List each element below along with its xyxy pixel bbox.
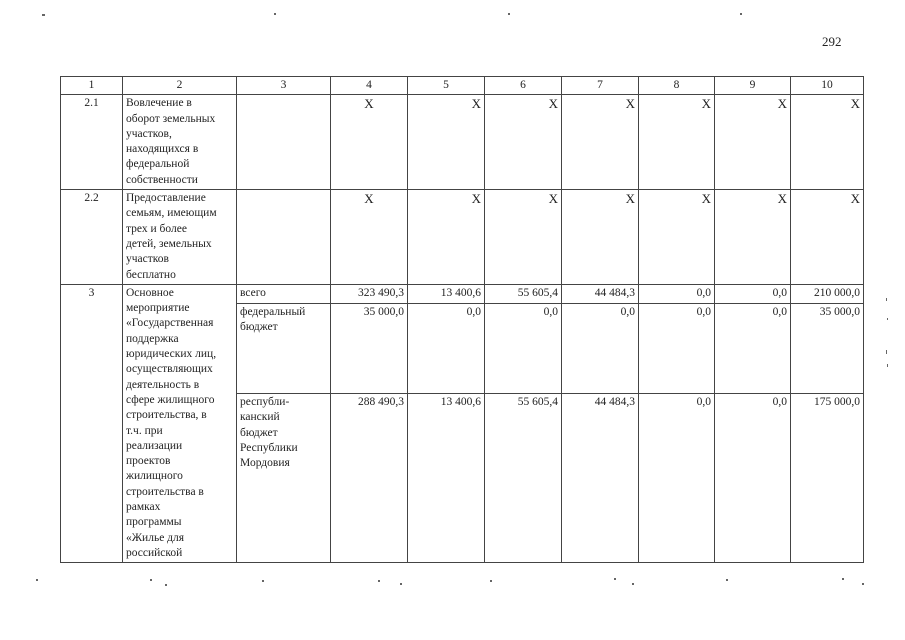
column-header: 8 — [639, 77, 715, 95]
value-cell: 35 000,0 — [331, 303, 408, 393]
column-header: 5 — [408, 77, 485, 95]
value-cell: 0,0 — [715, 394, 791, 563]
budget-table — [60, 76, 864, 563]
x-mark: Х — [331, 190, 408, 285]
row-number: 3 — [61, 284, 123, 562]
column-header: 2 — [123, 77, 237, 95]
value-cell: 323 490,3 — [331, 284, 408, 303]
source-cell: всего — [237, 284, 331, 303]
value-cell: 44 484,3 — [562, 284, 639, 303]
value-cell: 175 000,0 — [791, 394, 864, 563]
x-mark: Х — [331, 95, 408, 190]
source-cell: федеральный бюджет — [237, 303, 331, 393]
table-row — [61, 190, 864, 285]
scan-speck — [165, 584, 167, 586]
value-cell: 0,0 — [562, 303, 639, 393]
x-mark: Х — [408, 190, 485, 285]
row-number: 2.2 — [61, 190, 123, 285]
scan-speck — [36, 579, 38, 581]
scan-speck — [508, 13, 510, 15]
value-cell: 55 605,4 — [485, 394, 562, 563]
row-name: Вовлечение в оборот земельных участков, находящихся в федеральной собственности — [123, 95, 237, 190]
table-header-row — [61, 77, 864, 95]
x-mark: Х — [562, 190, 639, 285]
table-row — [61, 284, 864, 303]
x-mark: Х — [791, 190, 864, 285]
x-mark: Х — [791, 95, 864, 190]
source-cell — [237, 95, 331, 190]
value-cell: 0,0 — [639, 394, 715, 563]
value-cell: 13 400,6 — [408, 394, 485, 563]
scan-speck — [274, 13, 276, 15]
value-cell: 44 484,3 — [562, 394, 639, 563]
scan-speck — [632, 583, 634, 585]
value-cell: 0,0 — [715, 284, 791, 303]
value-cell: 0,0 — [639, 303, 715, 393]
column-header: 9 — [715, 77, 791, 95]
page-number: 292 — [822, 34, 842, 49]
scan-speck — [887, 318, 888, 320]
column-header: 1 — [61, 77, 123, 95]
x-mark: Х — [639, 95, 715, 190]
scan-speck — [862, 583, 864, 585]
value-cell: 210 000,0 — [791, 284, 864, 303]
scan-speck — [400, 583, 402, 585]
value-cell: 13 400,6 — [408, 284, 485, 303]
value-cell: 0,0 — [639, 284, 715, 303]
value-cell: 0,0 — [408, 303, 485, 393]
x-mark: Х — [715, 95, 791, 190]
scan-speck — [150, 579, 152, 581]
row-name: Предоставление семьям, имеющим трех и более детей, земельных участков бесплатно — [123, 190, 237, 285]
scan-speck — [886, 298, 887, 301]
x-mark: Х — [639, 190, 715, 285]
row-number: 2.1 — [61, 95, 123, 190]
value-cell: 288 490,3 — [331, 394, 408, 563]
scan-speck — [262, 580, 264, 582]
scan-speck — [886, 350, 887, 354]
value-cell: 35 000,0 — [791, 303, 864, 393]
scan-speck — [614, 578, 616, 580]
scan-speck — [42, 14, 45, 16]
value-cell: 55 605,4 — [485, 284, 562, 303]
column-header: 3 — [237, 77, 331, 95]
x-mark: Х — [715, 190, 791, 285]
source-cell: республи- канский бюджет Республики Мордовия — [237, 394, 331, 563]
column-header: 10 — [791, 77, 864, 95]
value-cell: 0,0 — [485, 303, 562, 393]
scan-speck — [887, 364, 888, 367]
x-mark: Х — [485, 95, 562, 190]
scan-speck — [842, 578, 844, 580]
table-row — [61, 95, 864, 190]
row-name: Основное мероприятие «Государственная поддержка юридических лиц, осуществляющих деятельность в сфере жилищного строительства, в т.ч. при реализации проектов жилищного строительства в рамках программы «Жилье для российской — [123, 284, 237, 562]
scan-speck — [740, 13, 742, 15]
source-cell — [237, 190, 331, 285]
value-cell: 0,0 — [715, 303, 791, 393]
column-header: 7 — [562, 77, 639, 95]
scan-speck — [726, 579, 728, 581]
x-mark: Х — [562, 95, 639, 190]
column-header: 4 — [331, 77, 408, 95]
x-mark: Х — [408, 95, 485, 190]
column-header: 6 — [485, 77, 562, 95]
x-mark: Х — [485, 190, 562, 285]
scan-speck — [490, 580, 492, 582]
scan-speck — [378, 580, 380, 582]
